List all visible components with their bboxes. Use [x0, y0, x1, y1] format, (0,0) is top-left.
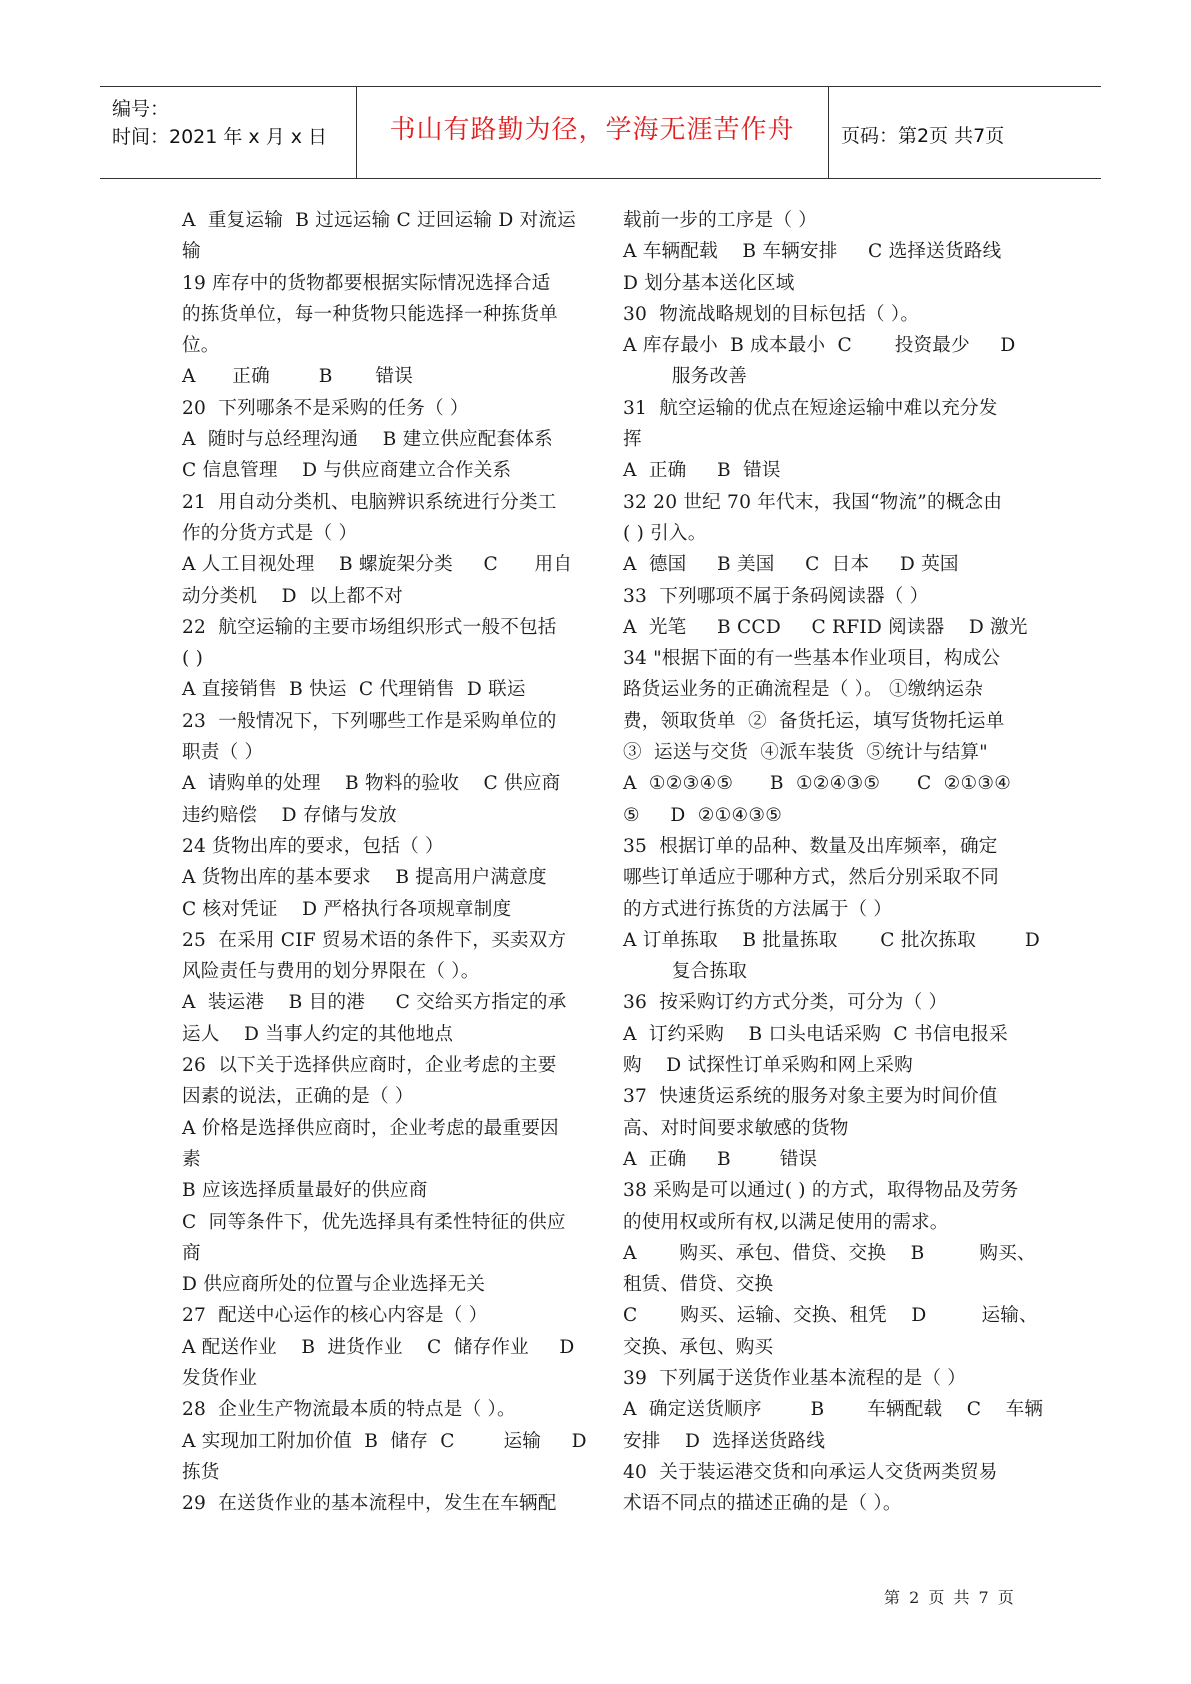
- text-line: 35 根据订单的品种、数量及出库频率，确定: [623, 835, 998, 857]
- text-line: 40 关于装运港交货和向承运人交货两类贸易: [623, 1461, 998, 1483]
- text-line: 23 一般情况下，下列哪些工作是采购单位的: [182, 710, 557, 732]
- text-line: 发货作业: [182, 1367, 258, 1389]
- text-line: 载前一步的工序是（ ）: [623, 210, 818, 231]
- text-line: 路货运业务的正确流程是（ ）。 ①缴纳运杂: [623, 679, 984, 701]
- text-line: A 库存最小 B 成本最小 C 投资最少 D: [623, 335, 1016, 357]
- text-line: 运人 D 当事人约定的其他地点: [182, 1023, 454, 1045]
- text-line: 挥: [623, 429, 642, 451]
- text-line: 哪些订单适应于哪种方式，然后分别采取不同: [623, 867, 999, 889]
- text-line: A 随时与总经理沟通 B 建立供应配套体系: [182, 429, 553, 451]
- text-line: 39 下列属于送货作业基本流程的是（ ）: [623, 1367, 967, 1389]
- text-line: 违约赔偿 D 存储与发放: [182, 804, 397, 826]
- text-line: ③ 运送与交货 ④派车装货 ⑤统计与结算": [623, 742, 988, 764]
- text-line: 高、对时间要求敏感的货物: [623, 1117, 849, 1139]
- text-line: 26 以下关于选择供应商时，企业考虑的主要: [182, 1055, 557, 1077]
- text-line: 31 航空运输的优点在短途运输中难以充分发: [623, 397, 998, 419]
- left-text-column: [182, 205, 587, 1519]
- text-line: 购 D 试探性订单采购和网上采购: [623, 1055, 913, 1077]
- text-line: A 实现加工附加价值 B 储存 C 运输 D: [182, 1430, 587, 1452]
- text-line: D 供应商所处的位置与企业选择无关: [182, 1274, 486, 1296]
- text-line: A 价格是选择供应商时，企业考虑的最重要因: [182, 1117, 559, 1139]
- text-line: 租赁、借贷、交换: [623, 1274, 774, 1296]
- text-line: A 配送作业 B 进货作业 C 储存作业 D: [182, 1336, 575, 1358]
- text-line: 22 航空运输的主要市场组织形式一般不包括: [182, 616, 557, 638]
- text-line: A 重复运输 B 过远运输 C 迂回运输 D 对流运: [182, 210, 576, 231]
- text-line: A 直接销售 B 快运 C 代理销售 D 联运: [182, 679, 526, 701]
- text-line: 商: [182, 1242, 201, 1264]
- text-line: C 核对凭证 D 严格执行各项规章制度: [182, 898, 512, 920]
- text-line: C 信息管理 D 与供应商建立合作关系: [182, 460, 512, 482]
- page-header: [100, 86, 1101, 179]
- text-line: B 应该选择质量最好的供应商: [182, 1180, 428, 1202]
- text-line: A 订约采购 B 口头电话采购 C 书信电报采: [623, 1023, 1008, 1045]
- text-line: ( ): [182, 648, 204, 670]
- text-line: 作的分货方式是（ ）: [182, 522, 358, 544]
- text-line: A 确定送货顺序 B 车辆配载 C 车辆: [623, 1399, 1044, 1421]
- text-line: 38 采购是可以通过( ) 的方式，取得物品及劳务: [623, 1180, 1019, 1202]
- text-line: ⑤ D ②①④③⑤: [623, 804, 783, 826]
- text-line: 拣货: [182, 1461, 220, 1483]
- header-motto: 书山有路勤为径，学海无涯苦作舟: [389, 115, 795, 145]
- page-footer: 第 2 页 共 7 页: [884, 1588, 1016, 1607]
- header-time-label: 时间：2021 年 x 月 x 日: [112, 126, 328, 148]
- text-line: ( ) 引入。: [623, 522, 707, 544]
- text-line: 19 库存中的货物都要根据实际情况选择合适: [182, 272, 551, 294]
- text-line: A 购买、承包、借贷、交换 B 购买、: [623, 1242, 1036, 1264]
- text-line: D 划分基本送化区域: [623, 272, 795, 294]
- text-line: A 正确 B 错误: [623, 1148, 818, 1170]
- text-line: 素: [182, 1148, 201, 1170]
- text-line: 29 在送货作业的基本流程中，发生在车辆配: [182, 1493, 557, 1515]
- text-line: 21 用自动分类机、电脑辨识系统进行分类工: [182, 491, 557, 513]
- text-line: 动分类机 D 以上都不对: [182, 585, 403, 607]
- text-line: 交换、承包、购买: [623, 1336, 774, 1358]
- header-meta: [112, 95, 327, 151]
- text-line: A 正确 B 错误: [182, 366, 413, 388]
- text-line: 20 下列哪条不是采购的任务（ ）: [182, 397, 469, 419]
- text-line: 复合拣取: [623, 961, 748, 983]
- text-line: 36 按采购订约方式分类，可分为（ ）: [623, 992, 948, 1014]
- text-line: 32 20 世纪 70 年代末，我国“物流”的概念由: [623, 491, 1003, 513]
- text-line: 风险责任与费用的划分界限在（ ）。: [182, 961, 480, 983]
- text-line: 位。: [182, 335, 220, 357]
- text-line: A 装运港 B 目的港 C 交给买方指定的承: [182, 992, 567, 1014]
- right-text-column: [623, 205, 1044, 1519]
- text-line: 24 货物出库的要求，包括（ ）: [182, 835, 444, 857]
- text-line: A 请购单的处理 B 物料的验收 C 供应商: [182, 773, 561, 795]
- text-line: C 购买、运输、交换、租凭 D 运输、: [623, 1305, 1038, 1327]
- text-line: 34 "根据下面的有一些基本作业项目，构成公: [623, 648, 1001, 670]
- text-line: A 人工目视处理 B 螺旋架分类 C 用自: [182, 554, 573, 576]
- text-line: 的拣货单位，每一种货物只能选择一种拣货单: [182, 303, 558, 325]
- text-line: A 德国 B 美国 C 日本 D 英国: [623, 554, 959, 576]
- text-line: 25 在采用 CIF 贸易术语的条件下，买卖双方: [182, 929, 567, 951]
- text-line: A 车辆配载 B 车辆安排 C 选择送货路线: [623, 241, 1002, 263]
- text-line: 37 快速货运系统的服务对象主要为时间价值: [623, 1086, 998, 1108]
- text-line: 因素的说法，正确的是（ ）: [182, 1086, 414, 1108]
- text-line: 33 下列哪项不属于条码阅读器（ ）: [623, 585, 929, 607]
- text-line: 术语不同点的描述正确的是（ ）。: [623, 1493, 902, 1515]
- text-line: 28 企业生产物流最本质的特点是（ ）。: [182, 1399, 516, 1421]
- text-line: 职责（ ）: [182, 742, 264, 764]
- text-line: 服务改善: [623, 366, 748, 388]
- text-line: A 订单拣取 B 批量拣取 C 批次拣取 D: [623, 929, 1040, 951]
- text-line: C 同等条件下，优先选择具有柔性特征的供应: [182, 1211, 566, 1233]
- text-line: 费，领取货单 ② 备货托运，填写货物托运单: [623, 710, 1005, 732]
- text-line: 30 物流战略规划的目标包括（ ）。: [623, 303, 920, 325]
- text-line: 输: [182, 241, 201, 263]
- header-page-label: 页码：第2页 共7页: [841, 125, 1005, 147]
- text-line: A 货物出库的基本要求 B 提高用户满意度: [182, 867, 547, 889]
- text-line: 的方式进行拣货的方法属于（ ）: [623, 898, 893, 920]
- text-line: A 正确 B 错误: [623, 460, 781, 482]
- text-line: 27 配送中心运作的核心内容是（ ）: [182, 1305, 488, 1327]
- header-divider: [828, 87, 829, 178]
- text-line: A ①②③④⑤ B ①②④③⑤ C ②①③④: [623, 773, 1012, 795]
- text-line: A 光笔 B CCD C RFID 阅读器 D 激光: [623, 616, 1028, 638]
- text-line: 的使用权或所有权,以满足使用的需求。: [623, 1211, 949, 1233]
- header-number-label: 编号：: [112, 98, 170, 120]
- text-line: 安排 D 选择送货路线: [623, 1430, 826, 1452]
